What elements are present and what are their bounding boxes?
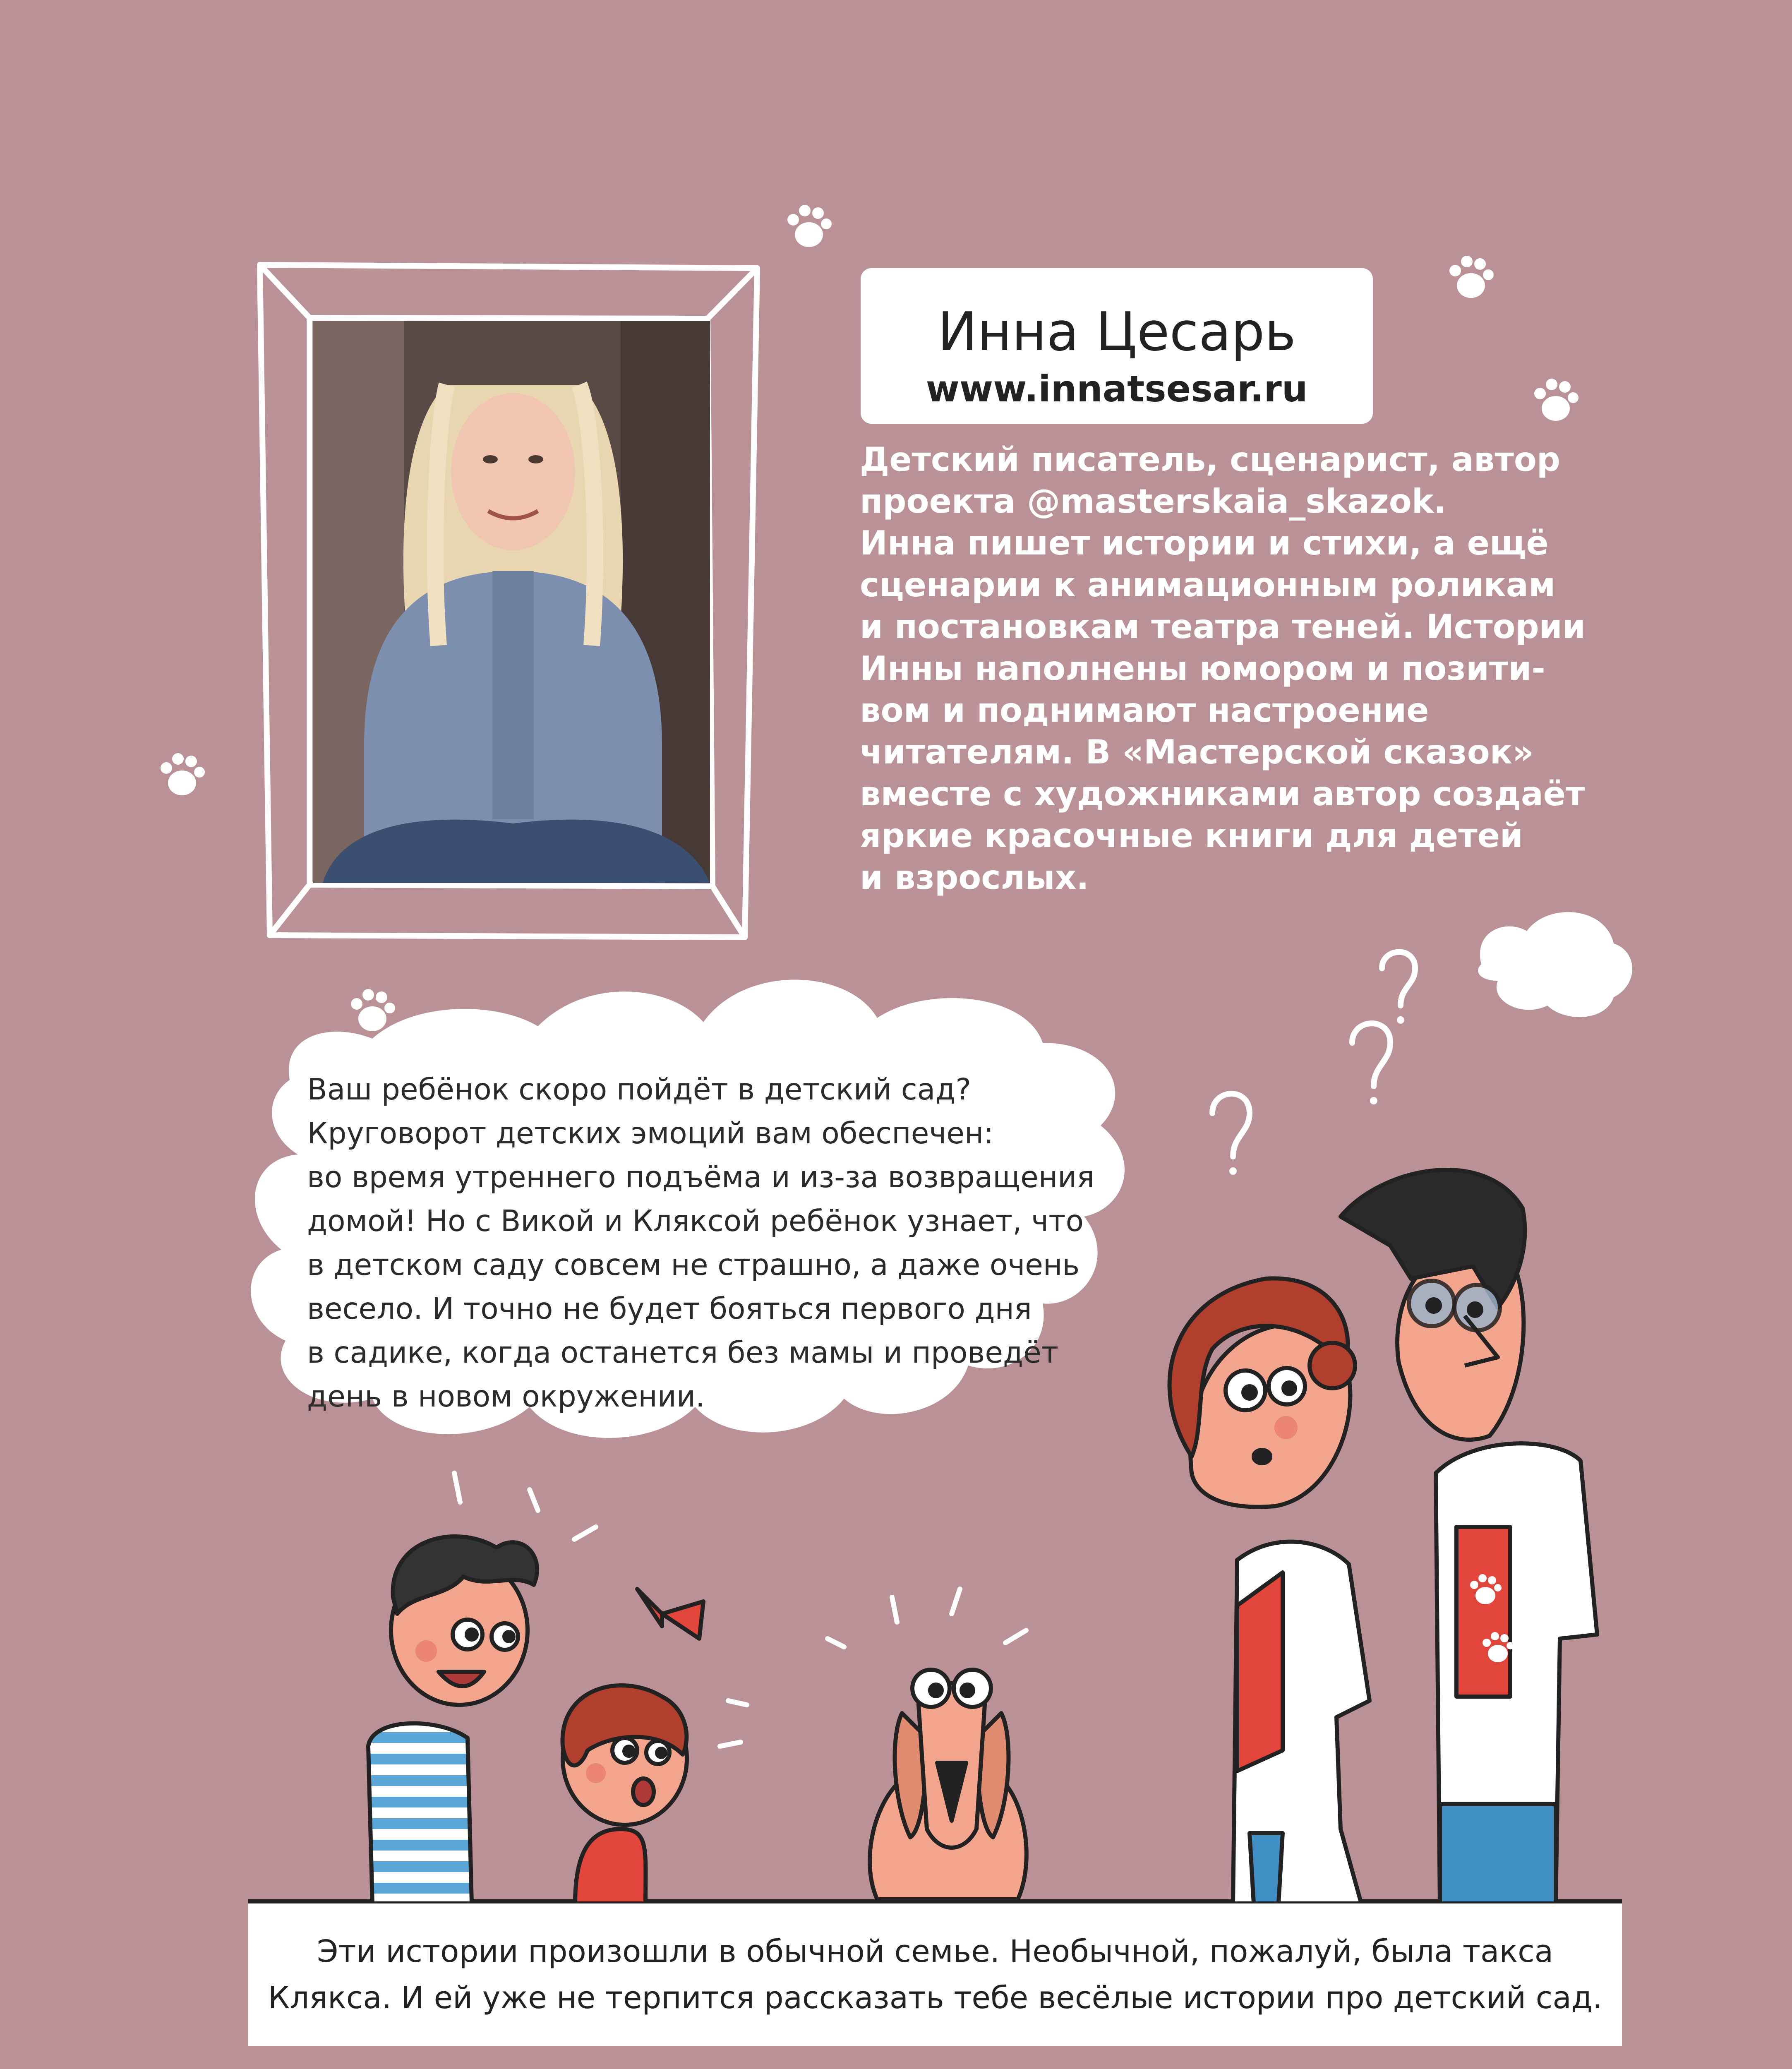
paw-print-icon <box>351 989 395 1031</box>
bio-line: Инна пишет истории и стихи, а ещё <box>860 524 1549 562</box>
question-mark-icon <box>1370 1097 1377 1104</box>
thought-cloud-small <box>1478 912 1632 1017</box>
description-line: весело. И точно не будет бояться первого дня <box>307 1291 1032 1326</box>
paw-print-icon <box>787 205 832 247</box>
question-mark-icon <box>1212 952 1415 1157</box>
author-website-link[interactable]: www.innatsesar.ru <box>926 367 1308 410</box>
dachshund-klyaksa <box>870 1670 1027 1899</box>
paw-print-icon <box>161 753 205 795</box>
bio-line: проекта @masterskaia_skazok. <box>860 482 1447 521</box>
girl-character <box>563 1589 703 1903</box>
father-character <box>1341 1170 1597 1903</box>
question-mark-icon <box>1397 1016 1404 1024</box>
author-photo <box>313 321 710 883</box>
description-line: Круговорот детских эмоций вам обеспечен: <box>307 1116 994 1150</box>
description-line: Ваш ребёнок скоро пойдёт в детский сад? <box>307 1072 972 1107</box>
author-name: Инна Цесарь <box>938 301 1296 363</box>
bio-line: и постановкам театра теней. Истории <box>860 607 1586 646</box>
bio-line: и взрослых. <box>860 858 1089 897</box>
bio-line: вместе с художниками автор создаёт <box>860 775 1585 813</box>
mother-character <box>1170 1278 1370 1903</box>
paw-print-icon <box>1449 256 1494 298</box>
author-bio <box>860 439 1586 898</box>
description-line: домой! Но с Викой и Кляксой ребёнок узнает, что <box>307 1204 1084 1238</box>
tagline <box>248 1928 1622 2021</box>
description-line: в детском саду совсем не страшно, а даже очень <box>307 1248 1080 1282</box>
author-name-plate <box>861 268 1373 424</box>
book-description <box>307 1068 1093 1419</box>
description-line: во время утреннего подъёма и из-за возвращения <box>307 1160 1095 1194</box>
bio-line: вом и поднимают настроение <box>860 691 1429 730</box>
description-line: в садике, когда останется без мамы и проведёт <box>307 1335 1059 1370</box>
bio-line: сценарии к анимационным роликам <box>860 566 1556 604</box>
bio-line: читателям. В «Мастерской сказок» <box>860 733 1534 771</box>
boy-character <box>368 1536 537 1903</box>
tagline-line: Эти истории произошли в обычной семье. Необычной, пожалуй, была такса <box>317 1934 1554 1969</box>
bio-line: Детский писатель, сценарист, автор <box>860 440 1561 479</box>
description-line: день в новом окружении. <box>307 1379 705 1414</box>
tagline-box <box>248 1903 1622 2046</box>
tagline-line: Клякса. И ей уже не терпится рассказать тебе весёлые истории про детский сад. <box>268 1980 1602 2016</box>
paw-print-icon <box>1534 379 1578 421</box>
bio-line: Инны наполнены юмором и позити- <box>860 649 1545 688</box>
question-mark-icon <box>1229 1167 1237 1175</box>
bio-line: яркие красочные книги для детей <box>860 816 1523 855</box>
